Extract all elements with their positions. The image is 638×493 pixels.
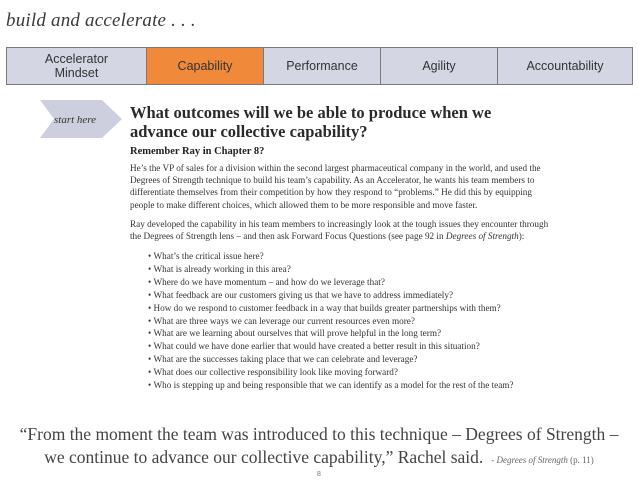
paragraph-intro: He’s the VP of sales for a division within the second largest pharmaceutical company in the world, and used the Degrees of Strength technique to build his team’s capability. As an Accelerator, he wants his team members to differentiate themselves from their competition by how they respond to “problems.” He did this by equipping people to make different choices, which allowed them to be more responsible and move faster.	[130, 163, 541, 210]
list-item: • What feedback are our customers giving us that we have to address immediately?	[148, 289, 568, 302]
tab-agility[interactable]	[381, 48, 498, 84]
quote-source-prefix: -	[491, 455, 497, 465]
paragraph-capability	[130, 218, 550, 242]
list-item: • What are we learning about ourselves that will prove helpful in the long term?	[148, 327, 568, 340]
book-reference: Degrees of Strength	[445, 231, 519, 242]
tab-performance[interactable]	[264, 48, 381, 84]
tab-label: Performance	[286, 59, 358, 73]
quote-line-2-wrap	[0, 446, 638, 472]
quote-source	[491, 455, 594, 465]
tab-accountability[interactable]	[498, 48, 632, 84]
list-item: • What are the successes taking place that we can celebrate and leverage?	[148, 353, 568, 366]
tab-label: Capability	[177, 59, 233, 73]
tab-label: Accountability	[526, 59, 604, 73]
page-number: 8	[317, 471, 321, 478]
section-question: What outcomes will we be able to produce when we advance our collective capability?	[130, 103, 492, 141]
paragraph-end: ):	[518, 231, 525, 242]
tab-accelerator-mindset[interactable]	[7, 48, 147, 84]
paragraph-text: Ray developed the capability in his team members to increasingly look at the tough issues they encounter through the Degrees of Strength lens – and then ask Forward Focus Questions (see page 92 in	[130, 219, 549, 242]
list-item: • What is already working in this area?	[148, 263, 568, 276]
page-header-title: build and accelerate . . .	[6, 10, 196, 31]
list-item: • What’s the critical issue here?	[148, 250, 568, 263]
list-item: • How do we respond to customer feedback in a way that builds greater partnerships with them?	[148, 302, 568, 315]
quote-line-1: “From the moment the team was introduced to this technique – Degrees of Strength –	[19, 424, 619, 444]
list-item: • What are three ways we can leverage our current resources even more?	[148, 315, 568, 328]
tab-capability[interactable]	[147, 48, 264, 84]
quote-source-title: Degrees of Strength	[496, 455, 568, 465]
list-item: • What does our collective responsibility look like moving forward?	[148, 366, 568, 379]
quote-line-2: we continue to advance our collective capability,” Rachel said.	[44, 447, 484, 467]
tab-label: Agility	[422, 59, 456, 73]
question-list	[148, 250, 568, 392]
list-item: • Where do we have momentum – and how do we leverage that?	[148, 276, 568, 289]
pull-quote	[0, 423, 638, 472]
list-item: • Who is stepping up and being responsible that we can identify as a model for the rest of the team?	[148, 379, 568, 392]
start-here-label: start here	[54, 114, 97, 126]
section-subhead: Remember Ray in Chapter 8?	[130, 146, 265, 157]
tab-label: Accelerator Mindset	[44, 52, 109, 80]
stage-tabs	[6, 47, 633, 85]
quote-source-page: (p. 11)	[567, 455, 594, 465]
list-item: • What could we have done earlier that would have created a better result in this situation?	[148, 340, 568, 353]
